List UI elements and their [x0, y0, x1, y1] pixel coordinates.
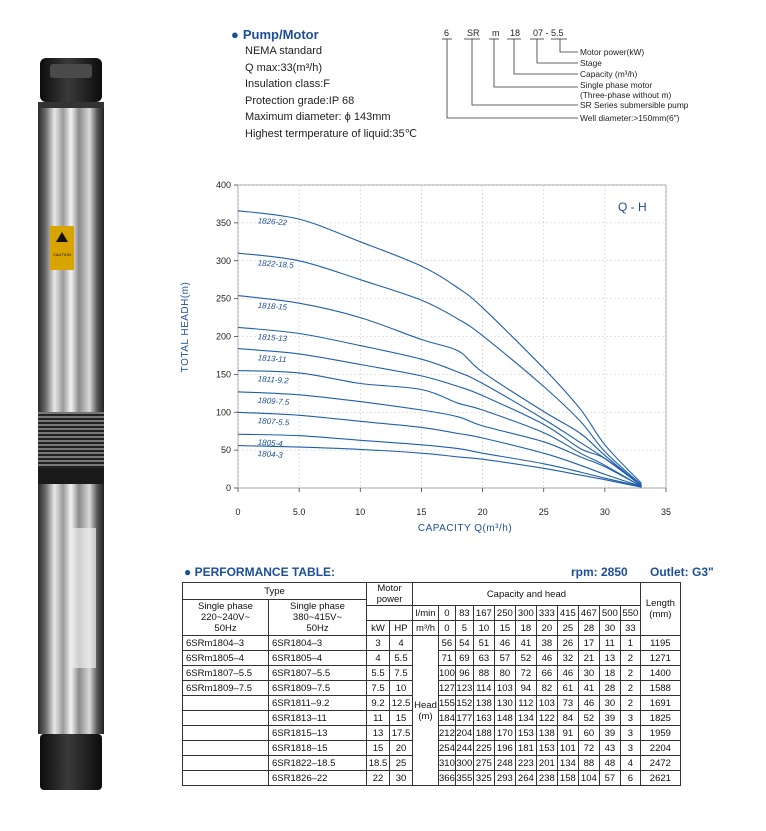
head-value: 32	[557, 651, 578, 666]
spec-line: Maximum diameter: ϕ 143mm	[245, 111, 391, 124]
chart-title: Q - H	[618, 200, 647, 214]
length-value: 1825	[640, 711, 680, 726]
lmin-value: 300	[515, 606, 536, 621]
head-value: 2	[620, 651, 640, 666]
head-value: 223	[515, 756, 536, 771]
power-kw: 9.2	[367, 696, 390, 711]
model-single-220	[183, 726, 269, 741]
spec-line: Insulation class:F	[245, 78, 330, 91]
head-value: 3	[620, 741, 640, 756]
head-value: 122	[536, 711, 557, 726]
x-tick-label: 0	[235, 507, 241, 517]
series-label: 1815-13	[257, 332, 288, 344]
head-value: 104	[578, 771, 599, 786]
head-value: 101	[557, 741, 578, 756]
y-tick-label: 250	[215, 293, 231, 304]
m3h-value: 15	[494, 621, 515, 636]
legend-phase-note: (Three-phase without m)	[580, 90, 672, 100]
power-hp: 4	[390, 636, 413, 651]
power-kw: 11	[367, 711, 390, 726]
pump-image	[30, 58, 112, 790]
head-value: 30	[599, 696, 620, 711]
head-value: 152	[456, 697, 473, 709]
bullet-icon: ●	[184, 565, 195, 579]
head-value: 72	[578, 741, 599, 756]
head-value: 3	[620, 711, 640, 726]
model-single-380: 6SR1807–5.5	[269, 666, 367, 681]
y-axis-title: TOTAL HEADH(m)	[180, 281, 191, 373]
legend-capacity: Capacity (m³/h)	[580, 69, 638, 79]
length-header: Length (mm)	[640, 583, 680, 636]
lmin-value: 467	[578, 606, 599, 621]
head-value: 13	[599, 651, 620, 666]
model-single-220: 6SRm1809–7.5	[183, 681, 269, 696]
code-part-series: SR	[467, 28, 480, 38]
series-label: 1822-18.5	[257, 258, 294, 270]
head-value: 127	[439, 682, 455, 694]
head-value: 355	[456, 772, 473, 784]
model-single-380: 6SR1804–3	[269, 636, 367, 651]
model-single-220: 6SRm1805–4	[183, 651, 269, 666]
lmin-value: 500	[599, 606, 620, 621]
power-kw: 5.5	[367, 666, 390, 681]
head-value: 153	[515, 726, 536, 741]
outlet-label: Outlet: G3"	[650, 565, 714, 579]
code-part-stage-power: 07 - 5.5	[533, 28, 564, 38]
code-part-diameter: 6	[444, 28, 450, 38]
head-value: 30	[578, 666, 599, 681]
m3h-value: 33	[620, 621, 640, 636]
model-single-220	[183, 771, 269, 786]
head-value: 41	[515, 636, 536, 651]
head-value: 325	[473, 771, 494, 786]
spec-title-text: Pump/Motor	[242, 27, 319, 42]
model-single-380: 6SR1805–4	[269, 651, 367, 666]
head-value: 28	[599, 681, 620, 696]
head-value: 204	[456, 727, 473, 739]
head-value: 71	[439, 651, 456, 666]
head-value: 1	[620, 636, 640, 651]
model-single-380: 6SR1809–7.5	[269, 681, 367, 696]
m3h-value: 30	[599, 621, 620, 636]
power-hp: 7.5	[390, 666, 413, 681]
head-value: 88	[473, 666, 494, 681]
head-value: 72	[515, 666, 536, 681]
head-value: 123	[456, 682, 473, 694]
x-tick-label: 20	[477, 507, 488, 517]
head-value: 52	[578, 711, 599, 726]
head-value: 300	[456, 757, 473, 769]
head-value: 201	[536, 756, 557, 771]
length-value: 1271	[640, 651, 680, 666]
series-label: 1809-7.5	[257, 395, 290, 407]
x-tick-label: 5.0	[292, 507, 306, 517]
table-row	[183, 636, 681, 651]
head-value: 163	[473, 711, 494, 726]
spec-title	[231, 27, 319, 42]
x-tick-label: 10	[355, 507, 366, 517]
bullet-icon: ●	[231, 27, 239, 42]
head-value: 184	[439, 712, 455, 724]
y-tick-label: 350	[215, 217, 231, 228]
legend-well-diameter: Well diameter:>150mm(6")	[580, 113, 680, 123]
y-tick-label: 300	[215, 255, 231, 266]
head-value: 2	[620, 681, 640, 696]
head-value: 138	[536, 726, 557, 741]
kw-header: kW	[367, 621, 390, 636]
head-value: 26	[557, 636, 578, 651]
head-value: 51	[473, 636, 494, 651]
head-value: 21	[578, 651, 599, 666]
code-part-capacity: 18	[510, 28, 521, 38]
m3h-value: 5	[455, 621, 473, 636]
qh-chart	[170, 175, 700, 545]
power-kw: 4	[367, 651, 390, 666]
m3h-value: 10	[473, 621, 494, 636]
head-value: 94	[515, 681, 536, 696]
power-hp: 30	[390, 771, 413, 786]
spec-list	[245, 43, 417, 143]
m3h-value: 20	[536, 621, 557, 636]
head-value: 11	[599, 636, 620, 651]
m3h-label: m³/h	[413, 621, 439, 636]
spec-line: NEMA standard	[245, 45, 323, 57]
y-tick-label: 200	[215, 331, 231, 342]
power-hp: 25	[390, 756, 413, 771]
y-tick-label: 150	[215, 369, 231, 380]
head-value: 41	[578, 681, 599, 696]
legend-series: SR Series submersible pump	[580, 100, 689, 110]
head-value: 39	[599, 711, 620, 726]
series-line-1804-3	[238, 446, 642, 488]
head-value: 46	[536, 651, 557, 666]
head-value: 138	[473, 696, 494, 711]
model-single-220: 6SRm1804–3	[183, 636, 269, 651]
power-kw: 18.5	[367, 756, 390, 771]
model-single-380: 6SR1818–15	[269, 741, 367, 756]
head-value: 130	[494, 696, 515, 711]
m3h-value: 0	[439, 621, 456, 636]
head-value: 84	[557, 711, 578, 726]
motor-power-header: Motor power	[367, 583, 413, 606]
head-value: 63	[473, 651, 494, 666]
head-value: 60	[578, 726, 599, 741]
type-header: Type	[183, 583, 367, 600]
head-value: 61	[557, 681, 578, 696]
head-value: 73	[557, 696, 578, 711]
head-value: 80	[494, 666, 515, 681]
code-part-phase: m	[492, 28, 500, 38]
power-kw: 7.5	[367, 681, 390, 696]
power-kw: 15	[367, 741, 390, 756]
length-value: 1959	[640, 726, 680, 741]
power-hp: 10	[390, 681, 413, 696]
pump-coupling	[38, 468, 104, 484]
head-value: 66	[536, 666, 557, 681]
lmin-value: 0	[439, 606, 456, 621]
single-220-header: Single phase 220~240V~ 50Hz	[183, 600, 269, 636]
model-single-380: 6SR1813–11	[269, 711, 367, 726]
x-tick-label: 35	[660, 507, 672, 517]
caution-text: CAUTION	[53, 252, 71, 257]
head-value: 275	[473, 756, 494, 771]
head-value: 310	[439, 757, 455, 769]
series-label: 1805-4	[257, 437, 283, 449]
y-tick-label: 0	[225, 483, 231, 493]
length-value: 2204	[640, 741, 680, 756]
head-value: 46	[494, 636, 515, 651]
head-value: 181	[515, 741, 536, 756]
head-value: 54	[455, 636, 473, 651]
head-value: 4	[620, 756, 640, 771]
legend-stage: Stage	[580, 58, 602, 68]
model-single-220	[183, 741, 269, 756]
head-value: 103	[536, 696, 557, 711]
length-value: 2472	[640, 756, 680, 771]
head-value: 3	[620, 726, 640, 741]
x-axis-title: CAPACITY Q(m³/h)	[417, 523, 513, 534]
head-value: 88	[578, 756, 599, 771]
performance-title	[184, 565, 335, 579]
series-label: 1811-9.2	[257, 374, 289, 386]
legend-motor-power: Motor power(kW)	[580, 47, 645, 57]
lmin-label: l/min	[413, 606, 439, 621]
chart-curves	[238, 211, 642, 487]
power-hp: 5.5	[390, 651, 413, 666]
power-hp: 17.5	[390, 726, 413, 741]
chart-grid	[238, 185, 666, 488]
legend-phase: Single phase motor	[580, 80, 653, 90]
model-single-380: 6SR1811–9.2	[269, 696, 367, 711]
series-label: 1818-15	[257, 300, 288, 312]
head-value: 153	[536, 741, 557, 756]
head-value: 82	[536, 681, 557, 696]
model-single-220	[183, 756, 269, 771]
model-single-380: 6SR1815–13	[269, 726, 367, 741]
head-value: 39	[599, 726, 620, 741]
head-value: 69	[455, 651, 473, 666]
head-label: Head (m)	[413, 636, 439, 786]
model-single-380: 6SR1822–18.5	[269, 756, 367, 771]
head-value: 91	[557, 726, 578, 741]
power-hp: 20	[390, 741, 413, 756]
length-value: 1691	[640, 696, 680, 711]
head-value: 6	[620, 771, 640, 786]
pump-outlet	[50, 64, 92, 78]
motor-nameplate	[70, 528, 96, 668]
head-value: 46	[557, 666, 578, 681]
performance-title-text: PERFORMANCE TABLE:	[194, 565, 336, 579]
head-value: 2	[620, 696, 640, 711]
head-value: 56	[439, 636, 456, 651]
head-value: 38	[536, 636, 557, 651]
head-value: 48	[599, 756, 620, 771]
lmin-value: 83	[455, 606, 473, 621]
head-value: 225	[473, 741, 494, 756]
series-line-1805-4	[238, 434, 642, 486]
y-tick-label: 50	[220, 445, 231, 456]
head-value: 96	[455, 666, 473, 681]
series-line-1815-13	[238, 327, 642, 485]
head-value: 17	[578, 636, 599, 651]
model-single-220	[183, 696, 269, 711]
chart-ticks	[216, 180, 671, 517]
head-value: 18	[599, 666, 620, 681]
head-value: 293	[494, 771, 515, 786]
head-value: 177	[456, 712, 473, 724]
lmin-value: 250	[494, 606, 515, 621]
length-value: 2621	[640, 771, 680, 786]
head-value: 264	[515, 771, 536, 786]
head-value: 100	[439, 667, 455, 679]
model-single-220: 6SRm1807–5.5	[183, 666, 269, 681]
head-value: 2	[620, 666, 640, 681]
head-value: 155	[439, 697, 455, 709]
m3h-value: 18	[515, 621, 536, 636]
head-value: 57	[494, 651, 515, 666]
x-tick-label: 30	[599, 507, 610, 517]
single-380-header: Single phase 380~415V~ 50Hz	[269, 600, 367, 636]
head-value: 244	[456, 742, 473, 754]
pump-base	[40, 734, 102, 790]
head-value: 114	[473, 681, 494, 696]
length-value: 1588	[640, 681, 680, 696]
series-line-1811-9.2	[238, 371, 642, 487]
head-value: 103	[494, 681, 515, 696]
series-label: 1826-22	[257, 216, 288, 228]
motor-units-spacer	[367, 606, 413, 621]
head-value: 188	[473, 726, 494, 741]
length-value: 1400	[640, 666, 680, 681]
x-tick-label: 25	[538, 507, 549, 517]
power-kw: 22	[367, 771, 390, 786]
spec-line: Protection grade:IP 68	[245, 94, 355, 107]
x-tick-label: 15	[416, 507, 427, 517]
head-value: 196	[494, 741, 515, 756]
series-label: 1813-11	[257, 353, 287, 365]
head-value: 43	[599, 741, 620, 756]
model-single-380: 6SR1826–22	[269, 771, 367, 786]
lmin-value: 550	[620, 606, 640, 621]
y-tick-label: 400	[215, 180, 231, 190]
head-value: 52	[515, 651, 536, 666]
hp-header: HP	[390, 621, 413, 636]
y-tick-label: 100	[215, 407, 231, 418]
rpm-label: rpm: 2850	[571, 565, 628, 579]
performance-table	[182, 582, 681, 786]
head-value: 112	[515, 696, 536, 711]
head-value: 170	[494, 726, 515, 741]
head-value: 248	[494, 756, 515, 771]
head-value: 158	[557, 771, 578, 786]
head-value: 212	[439, 727, 455, 739]
head-value: 366	[439, 772, 455, 784]
lmin-value: 333	[536, 606, 557, 621]
lmin-value: 415	[557, 606, 578, 621]
pump-suction-screen	[38, 412, 104, 468]
model-code-legend	[430, 22, 710, 126]
length-value: 1195	[640, 636, 680, 651]
m3h-value: 28	[578, 621, 599, 636]
m3h-value: 25	[557, 621, 578, 636]
series-label: 1807-5.5	[257, 416, 290, 428]
spec-line: Highest termperature of liquid:35℃	[245, 127, 417, 140]
head-value: 148	[494, 711, 515, 726]
head-value: 254	[439, 742, 455, 754]
power-kw: 3	[367, 636, 390, 651]
head-value: 134	[557, 756, 578, 771]
model-single-220	[183, 711, 269, 726]
power-kw: 13	[367, 726, 390, 741]
power-hp: 15	[390, 711, 413, 726]
lmin-value: 167	[473, 606, 494, 621]
head-value: 238	[536, 771, 557, 786]
head-value: 134	[515, 711, 536, 726]
head-value: 46	[578, 696, 599, 711]
power-hp: 12.5	[390, 696, 413, 711]
series-label: 1804-3	[257, 449, 283, 460]
capacity-header: Capacity and head	[413, 583, 641, 606]
head-value: 57	[599, 771, 620, 786]
spec-line: Q max:33(m³/h)	[245, 61, 323, 74]
